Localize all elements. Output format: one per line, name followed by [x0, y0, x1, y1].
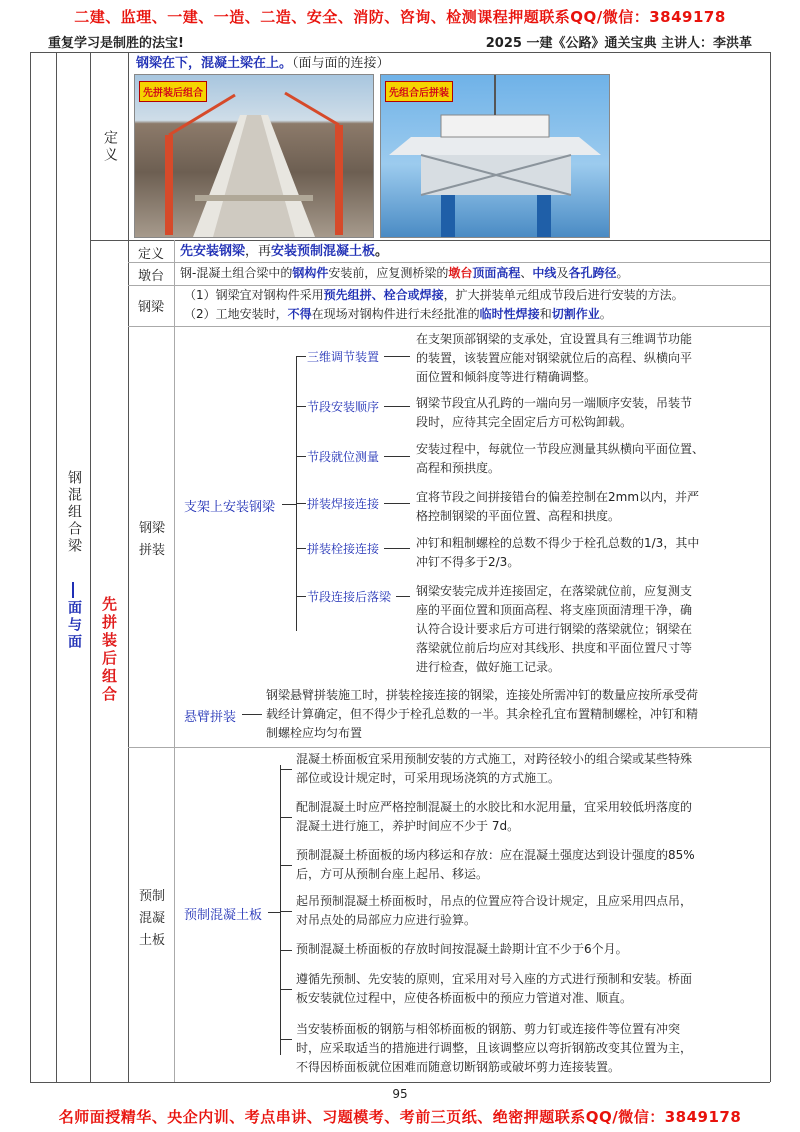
col-line-2 [90, 52, 91, 1082]
cantilever-connector [242, 714, 262, 715]
def-d: 。 [375, 244, 389, 259]
node-text [416, 582, 692, 677]
row-sep-5 [128, 747, 770, 748]
row-sep-2 [128, 262, 770, 263]
node-branch [296, 356, 306, 357]
node-text-line: 进行检查，做好施工记录。 [416, 660, 561, 674]
photo1-tag: 先拼装后组合 [139, 81, 207, 102]
cantilever-label: 悬臂拼装 [184, 710, 237, 725]
precast-spine [280, 765, 281, 1055]
node-branch [296, 503, 306, 504]
method-title: 先拼装后组合 [100, 596, 118, 704]
table-bottom-border [30, 1082, 770, 1083]
node-dash [384, 356, 410, 357]
node-branch [296, 406, 306, 407]
pier-i: 各孔跨径 [568, 266, 617, 280]
node-dash [384, 406, 410, 407]
pier-label: 墩台 [137, 269, 164, 284]
precast-branch [280, 1039, 292, 1040]
steel-2c: 在现场对钢构件进行未经批准的 [311, 307, 480, 321]
precast-branch [280, 865, 292, 866]
precast-item-line: 遵循先预制、先安装的原则，宜采用对号入座的方式进行预制和安装。桥面 [296, 972, 693, 986]
node-text-line: 座的平面位置和顶面高程、将支座顶面清理干净，确 [416, 603, 693, 617]
node-text-line: 宜将节段之间拼接错台的偏差控制在2mm以内，并严 [416, 490, 700, 504]
main-sub: 面与面 [66, 600, 82, 651]
main-title: 钢混组合梁 [66, 470, 82, 555]
tree-spine [296, 357, 297, 631]
steel-1b: 预先组拼、栓合或焊接 [323, 288, 444, 302]
cantilever-text [266, 686, 698, 743]
node-text-line: 认符合设计要求后方可进行钢梁的落梁就位；钢梁在 [416, 622, 693, 636]
node-label: 节段连接后落梁 [307, 590, 392, 604]
precast-branch [280, 769, 292, 770]
node-text [416, 394, 692, 432]
steel-2g: 。 [599, 307, 612, 321]
precast-item [296, 970, 692, 1008]
precast-item-line: 后，方可从预制台座上起吊、移运。 [296, 867, 489, 881]
precast-item-line: 预制混凝土桥面板的存放时间按混凝土龄期计宜不少于6个月。 [296, 942, 628, 956]
node-dash [384, 548, 410, 549]
precast-item [296, 846, 695, 884]
pier-g: 中线 [532, 266, 557, 280]
def-text [180, 242, 388, 261]
precast-item-line: 混凝土进行施工，养护时间应不少于 7d。 [296, 819, 520, 833]
cantilever-line: 制螺栓应均匀布置 [266, 726, 363, 740]
precast-item-line: 配制混凝土时应严格控制混凝土的水胶比和水泥用量，宜采用较低坍落度的 [296, 800, 693, 814]
steel-2e: 和 [539, 307, 552, 321]
bottom-banner: 名师面授精华、央企内训、考点串讲、习题模考、考前三页纸、绝密押题联系QQ/微信：3849178 [58, 1108, 742, 1126]
book-title: 2025 一建《公路》通关宝典 主讲人：李洪革 [485, 36, 752, 51]
root-connector [282, 504, 296, 505]
subheader [48, 32, 752, 50]
precast-connector [268, 912, 280, 913]
pier-d: 墩台 [448, 266, 473, 280]
precast-item-line: 不得因桥面板就位困难而随意切断钢筋或破坏剪力连接装置。 [296, 1060, 621, 1074]
node-text-line: 冲钉和粗制螺栓的总数不得少于栓孔总数的1/3，其中 [416, 536, 700, 550]
def-top-main: 钢梁在下，混凝土梁在上。 [136, 56, 293, 71]
assembly-root: 支架上安装钢梁 [184, 500, 276, 515]
node-text-line: 冲钉不得多于2/3。 [416, 555, 520, 569]
node-branch [296, 456, 306, 457]
node-dash [384, 503, 410, 504]
steel-1c: ，扩大拼装单元组成节段后进行安装的方法。 [443, 288, 684, 302]
precast-item [296, 892, 692, 930]
node-text [416, 440, 704, 478]
precast-item-line: 板安装就位过程中，应使各桥面板中的预应力管道对准、顺直。 [296, 991, 633, 1005]
node-text-line: 面位置和倾斜度等进行精确调整。 [416, 370, 597, 384]
steel-2b: 不得 [287, 307, 312, 321]
photo-assemble-first [134, 74, 374, 238]
node-label: 三维调节装置 [307, 350, 380, 364]
precast-item-line: 当安装桥面板的钢筋与相邻桥面板的钢筋、剪力钉或连接件等位置有冲突 [296, 1022, 681, 1036]
pier-h: 及 [556, 266, 569, 280]
node-text-line: 的装置，该装置应能对钢梁就位后的高程、纵横向平 [416, 351, 693, 365]
label-col-sep [174, 240, 175, 326]
precast-item-line: 时，应采取适当的措施进行调整，且该调整应以弯折钢筋改变其位置为主， [296, 1041, 693, 1055]
steel-label: 钢梁 [137, 300, 164, 315]
node-text-line: 高程和预拱度。 [416, 461, 501, 475]
node-dash [384, 456, 410, 457]
node-text-line: 钢梁安装完成并连接固定，在落梁就位前，应复测支 [416, 584, 693, 598]
row-sep-1 [90, 240, 770, 241]
node-text-line: 在支架顶部钢梁的支承处，宜设置具有三维调节功能 [416, 332, 693, 346]
definition-top-label: 定义 [102, 130, 118, 164]
precast-root: 预制混凝土板 [184, 908, 263, 923]
pier-a: 钢-混凝土组合梁中的 [180, 266, 293, 280]
steel-2d: 临时性焊接 [479, 307, 540, 321]
node-text-line: 落梁就位前后均应对其线形、拱度和平面位置尺寸等 [416, 641, 693, 655]
border-left [30, 52, 31, 1082]
precast-branch [280, 950, 292, 951]
title-divider [72, 582, 74, 598]
photo-combine-first [380, 74, 610, 238]
precast-item [296, 940, 628, 959]
definition-top-text [136, 54, 390, 73]
steel-2f: 切割作业 [551, 307, 600, 321]
precast-item [296, 798, 692, 836]
steel-line-2 [184, 305, 612, 324]
def-c: 安装预制混凝土板 [271, 244, 376, 259]
pier-c: 安装前，应复测桥梁的 [328, 266, 449, 280]
node-label: 节段安装顺序 [307, 400, 380, 414]
precast-item-line: 混凝土桥面板宜采用预制安装的方式施工，对跨径较小的组合梁或某些特殊 [296, 752, 693, 766]
steel-line-1 [184, 286, 684, 305]
row-sep-4 [128, 326, 770, 327]
node-branch [296, 596, 306, 597]
def-label: 定义 [137, 247, 164, 262]
cantilever-line: 钢梁悬臂拼装施工时，拼装栓接连接的钢梁，连接处所需冲钉的数量应按所承受荷 [266, 688, 699, 702]
photo2-tag: 先组合后拼装 [385, 81, 453, 102]
pier-j: 。 [616, 266, 629, 280]
cantilever-line: 载经计算确定，但不得少于栓孔总数的一半。其余栓孔宜布置精制螺栓，冲钉和精 [266, 707, 699, 721]
node-text [416, 330, 692, 387]
precast-item [296, 750, 692, 788]
table-top-border [30, 52, 770, 53]
assembly-label: 钢梁拼装 [138, 521, 165, 558]
border-right [770, 52, 771, 1082]
pier-text [180, 264, 628, 283]
top-banner: 二建、监理、一建、一造、二造、安全、消防、咨询、检测课程押题联系QQ/微信：3849178 [74, 8, 726, 26]
page-number: 95 [392, 1087, 408, 1101]
def-top-note: （面与面的连接） [292, 56, 390, 71]
precast-branch [280, 817, 292, 818]
node-text-line: 安装过程中，每就位一节段应测量其纵横向平面位置、 [416, 442, 705, 456]
precast-label: 预制混凝土板 [138, 889, 165, 948]
node-text-line: 段时，应待其完全固定后方可松钩卸载。 [416, 415, 633, 429]
node-dash [396, 596, 410, 597]
pier-e: 顶面高程 [472, 266, 521, 280]
node-label: 拼装栓接连接 [307, 542, 380, 556]
def-b: ，再 [245, 244, 272, 259]
pier-f: 、 [520, 266, 533, 280]
precast-branch [280, 911, 292, 912]
label-col-sep-2 [174, 326, 175, 1082]
precast-item-line: 对吊点处的局部应力应进行验算。 [296, 913, 477, 927]
col-line-3 [128, 52, 129, 1082]
steel-1a: （1）钢梁宜对钢构件采用 [184, 288, 324, 302]
precast-item-line: 预制混凝土桥面板的场内移运和存放：应在混凝土强度达到设计强度的85% [296, 848, 695, 862]
slogan: 重复学习是制胜的法宝! [48, 36, 184, 51]
steel-2a: （2）工地安装时， [184, 307, 288, 321]
node-text-line: 钢梁节段宜从孔跨的一端向另一端顺序安装，吊装节 [416, 396, 693, 410]
node-text [416, 534, 699, 572]
precast-item-line: 起吊预制混凝土桥面板时，吊点的位置应符合设计规定，且应采用四点吊， [296, 894, 693, 908]
col-line-1 [56, 52, 57, 1082]
precast-branch [280, 989, 292, 990]
node-label: 拼装焊接连接 [307, 497, 380, 511]
def-a: 先安装钢梁 [180, 244, 246, 259]
node-text-line: 格控制钢梁的平面位置、高程和拱度。 [416, 509, 621, 523]
node-text [416, 488, 699, 526]
node-label: 节段就位测量 [307, 450, 380, 464]
pier-b: 钢构件 [292, 266, 329, 280]
precast-item-line: 部位或设计规定时，可采用现场浇筑的方式施工。 [296, 771, 561, 785]
precast-item [296, 1020, 692, 1077]
node-branch [296, 548, 306, 549]
